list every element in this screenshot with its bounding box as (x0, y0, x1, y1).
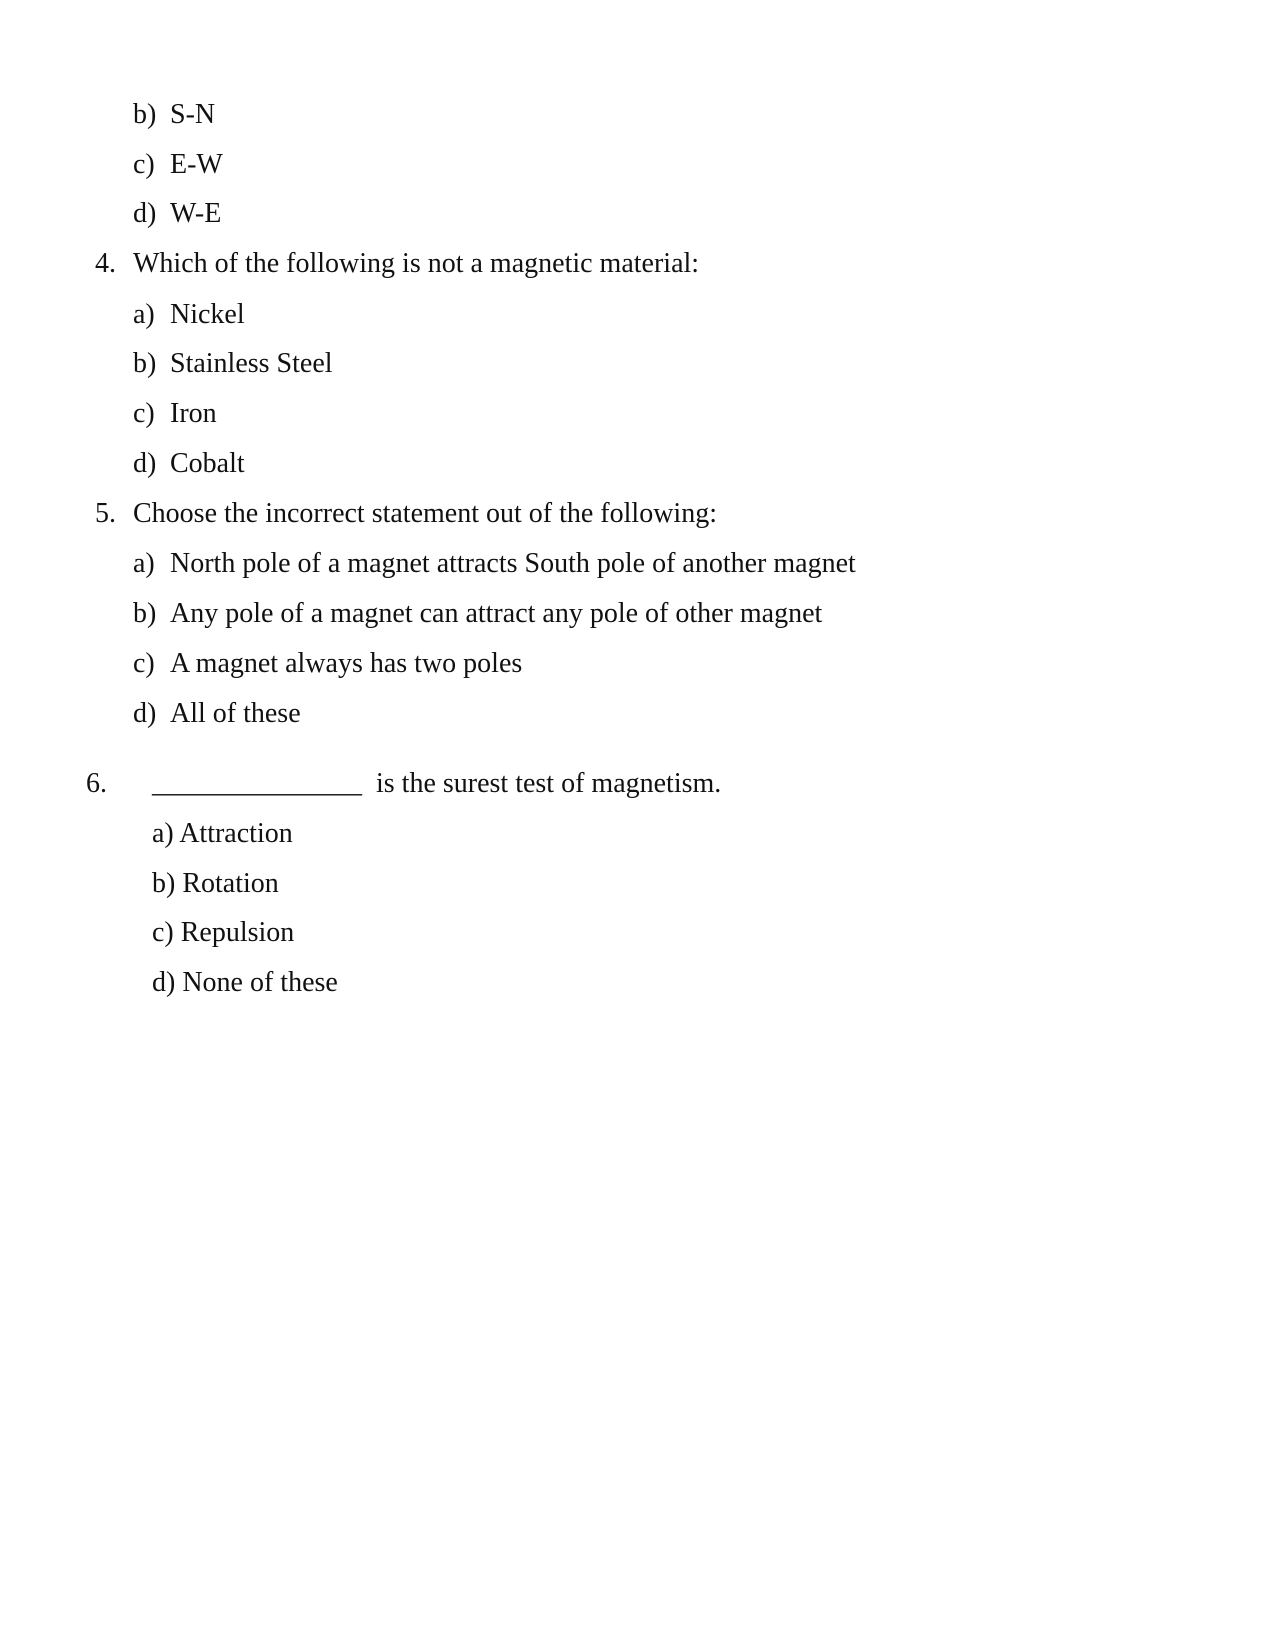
q4-option-b-letter: b) (133, 348, 157, 379)
q3-option-d-text: W-E (170, 198, 222, 229)
q6-option-d: d) None of these (152, 967, 338, 998)
q3-option-c-text: E-W (170, 149, 223, 180)
q3-option-b-text: S-N (170, 99, 216, 130)
q6-blank: _______________ (152, 768, 362, 799)
q5-option-b-letter: b) (133, 598, 157, 629)
q6-option-c: c) Repulsion (152, 917, 295, 948)
q4-option-d-text: Cobalt (170, 448, 245, 479)
q4-option-d-letter: d) (133, 448, 157, 479)
q4-option-b-text: Stainless Steel (170, 348, 333, 379)
q4-question-text: Which of the following is not a magnetic material: (133, 248, 700, 279)
q4-option-a-letter: a) (133, 299, 155, 330)
q5-option-d-letter: d) (133, 698, 157, 729)
q5-option-c-letter: c) (133, 648, 155, 679)
q5-option-a-letter: a) (133, 548, 155, 579)
q5-option-b-text: Any pole of a magnet can attract any pole of other magnet (170, 598, 823, 629)
q6-option-a: a) Attraction (152, 818, 293, 849)
q5-option-a-text: North pole of a magnet attracts South pole of another magnet (170, 548, 856, 579)
q6-question-text: is the surest test of magnetism. (376, 768, 722, 799)
q3-option-c-letter: c) (133, 149, 155, 180)
q6-number: 6. (86, 768, 107, 799)
q4-option-c-letter: c) (133, 398, 155, 429)
q3-option-b-letter: b) (133, 99, 157, 130)
q3-option-d-letter: d) (133, 198, 157, 229)
q6-option-b: b) Rotation (152, 868, 279, 899)
q5-option-d-text: All of these (170, 698, 301, 729)
q5-option-c-text: A magnet always has two poles (170, 648, 523, 679)
q4-number: 4. (95, 248, 116, 279)
q5-question-text: Choose the incorrect statement out of the following: (133, 498, 717, 529)
q5-number: 5. (95, 498, 116, 529)
q4-option-c-text: Iron (170, 398, 217, 429)
q4-option-a-text: Nickel (170, 299, 245, 330)
